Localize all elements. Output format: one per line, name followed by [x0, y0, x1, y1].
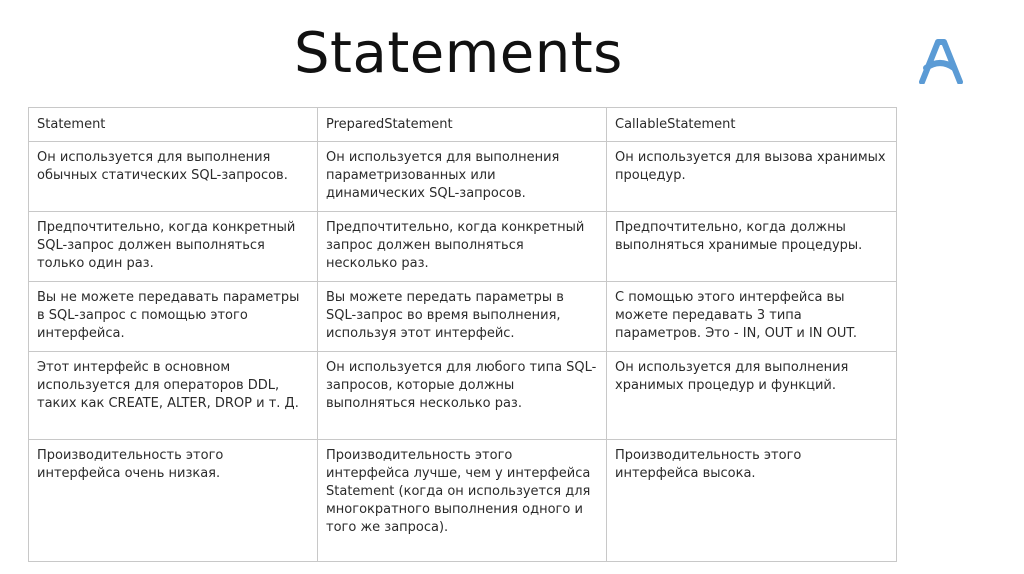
table-cell: Он используется для выполнения обычных статических SQL-запросов. — [29, 142, 318, 212]
table-row — [29, 440, 897, 562]
table-cell: Он используется для выполнения хранимых процедур и функций. — [607, 352, 897, 440]
header-callable-statement: CallableStatement — [607, 108, 897, 142]
table-row — [29, 142, 897, 212]
table-header-row — [29, 108, 897, 142]
table-row — [29, 282, 897, 352]
table-row — [29, 352, 897, 440]
table-cell: Предпочтительно, когда конкретный SQL-запрос должен выполняться только один раз. — [29, 212, 318, 282]
table-cell: Вы не можете передавать параметры в SQL-запрос с помощью этого интерфейса. — [29, 282, 318, 352]
table-cell: Производительность этого интерфейса высока. — [607, 440, 897, 562]
table-cell: Он используется для выполнения параметризованных или динамических SQL-запросов. — [318, 142, 607, 212]
table-cell: Производительность этого интерфейса лучше, чем у интерфейса Statement (когда он используется для многократного выполнения одного и того же запроса). — [318, 440, 607, 562]
header-statement: Statement — [29, 108, 318, 142]
table-cell: Производительность этого интерфейса очень низкая. — [29, 440, 318, 562]
table-cell: С помощью этого интерфейса вы можете передавать 3 типа параметров. Это - IN, OUT и IN OUT. — [607, 282, 897, 352]
page-title: Statements — [294, 21, 623, 86]
table-cell: Он используется для любого типа SQL-запросов, которые должны выполняться несколько раз. — [318, 352, 607, 440]
table-cell: Предпочтительно, когда конкретный запрос должен выполняться несколько раз. — [318, 212, 607, 282]
table-cell: Вы можете передать параметры в SQL-запрос во время выполнения, используя этот интерфейс. — [318, 282, 607, 352]
table-cell: Этот интерфейс в основном используется для операторов DDL, таких как CREATE, ALTER, DROP и т. Д. — [29, 352, 318, 440]
stylized-a-logo-icon — [916, 38, 964, 84]
table-cell: Предпочтительно, когда должны выполняться хранимые процедуры. — [607, 212, 897, 282]
comparison-table — [28, 107, 897, 562]
header-prepared-statement: PreparedStatement — [318, 108, 607, 142]
table-cell: Он используется для вызова хранимых процедур. — [607, 142, 897, 212]
table-row — [29, 212, 897, 282]
